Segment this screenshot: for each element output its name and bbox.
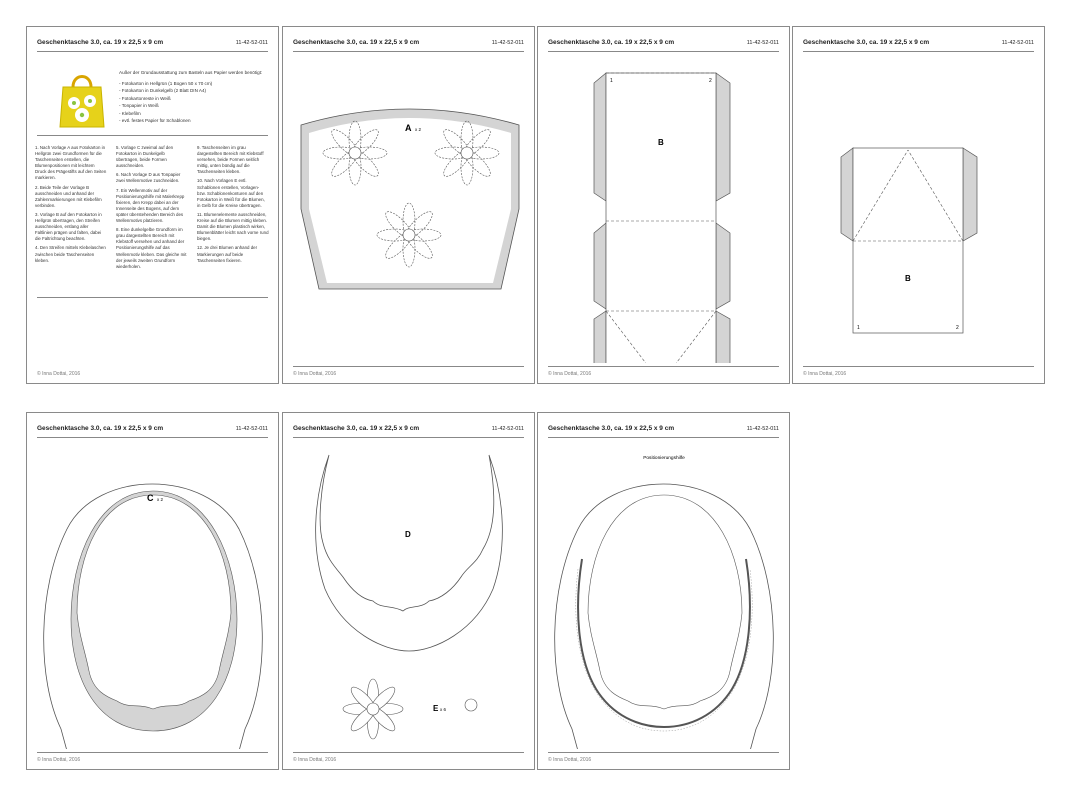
step-text: 3. Vorlage B auf den Fotokarton in Hellgrün übertragen, den Streifen ausschneiden, entlang aller Faltlinien prägen und falten, dabei die Faltrichtung beachten. (35, 211, 102, 242)
footer-rule (293, 366, 524, 367)
template-a-drawing (283, 53, 536, 363)
material-item: - Fotokartonreste in Weiß (119, 95, 171, 101)
page-title: Geschenktasche 3.0, ca. 19 x 22,5 x 9 cm (548, 39, 675, 46)
article-code: 11-42-52-011 (491, 426, 524, 432)
label-a: A (405, 123, 412, 133)
material-item: - Fotokarton in Hellgrün (1 Bogen 50 x 70 cm) (119, 80, 213, 86)
steps-column-2 (116, 145, 188, 273)
article-code: 11-42-52-011 (746, 40, 779, 46)
article-code: 11-42-52-011 (235, 40, 268, 46)
mark-1: 1 (857, 325, 860, 331)
label-b: B (658, 138, 664, 147)
template-c-drawing (27, 439, 280, 749)
materials-intro (119, 69, 269, 125)
label-c-mult: x 2 (157, 497, 164, 502)
page-template-d-e (282, 412, 535, 770)
page-template-b1 (537, 26, 790, 384)
label-b: B (905, 274, 911, 283)
footer-rule (548, 752, 779, 753)
copyright: © Inna Dottai, 2016 (293, 371, 337, 377)
section-rule (37, 135, 268, 136)
step-text: 4. Den Streifen mittels Klebelaschen zwischen beide Taschenseiten kleben. (35, 245, 106, 263)
mark-2: 2 (956, 325, 959, 331)
page-title: Geschenktasche 3.0, ca. 19 x 22,5 x 9 cm (37, 425, 164, 432)
step-text: 5. Vorlage C zweimal auf den Fotokarton in Dunkelgelb übertragen, beide Formen ausschneiden. (116, 145, 174, 169)
header-rule (548, 51, 779, 52)
article-code: 11-42-52-011 (746, 426, 779, 432)
header-rule (548, 437, 779, 438)
header-rule (293, 51, 524, 52)
step-text: 7. Ein Wellenmotiv auf der Positionierungshilfe mit Malerkrepp fixieren, den Krepp dabei an der Innenseite des Bogens, auf dem später überstehenden Bereich des Wellenmotivs platzieren. (116, 187, 185, 224)
steps-column-1 (35, 145, 107, 267)
page-template-b2 (792, 26, 1045, 384)
step-text: 8. Eine dunkelgelbe Grundform im grau dargestellten Bereich mit Klebstoff versehen und anhand der Positionierungshilfe auf das Wellenmotiv kleben. Das gleiche mit der jeweils zweiten Grundform wiederholen. (116, 227, 187, 269)
material-item: - Tonpapier in Weiß (119, 103, 159, 108)
page-instructions (26, 26, 279, 384)
material-item: - evtl. festes Papier für Schablonen (119, 118, 191, 123)
template-b2-drawing (793, 53, 1046, 363)
page-title: Geschenktasche 3.0, ca. 19 x 22,5 x 9 cm (293, 425, 420, 432)
label-c: C (147, 493, 154, 503)
page-title: Geschenktasche 3.0, ca. 19 x 22,5 x 9 cm (548, 425, 675, 432)
mark-1: 1 (610, 78, 613, 84)
label-d: D (405, 530, 411, 539)
template-b1-drawing (538, 53, 791, 363)
step-text: 1. Nach Vorlage A aus Fotokarton in Hellgrün zwei Grundformen für die Taschenseiten erstellen, die Blumenpositionen mit leichtem Druck des Prägestifts auf den Seiten markieren. (35, 145, 107, 181)
copyright: © Inna Dottai, 2016 (37, 757, 81, 763)
article-code: 11-42-52-011 (491, 40, 524, 46)
page-title: Geschenktasche 3.0, ca. 19 x 22,5 x 9 cm (803, 39, 930, 46)
label-a-mult: x 2 (415, 127, 422, 132)
mark-2: 2 (709, 78, 712, 84)
material-item: - Klebefilm (119, 110, 141, 116)
material-item: - Fotokarton in Dunkelgelb (2 Blatt DIN A4) (119, 88, 207, 93)
step-text: 11. Blumenelemente ausschneiden, Kreise auf die Blumen mittig kleben. Damit die Blumen plastisch wirken, Blumenblätter leicht nach vorne rund biegen. (197, 211, 269, 242)
page-template-a (282, 26, 535, 384)
page-title: Geschenktasche 3.0, ca. 19 x 22,5 x 9 cm (293, 39, 420, 46)
copyright: © Inna Dottai, 2016 (548, 757, 592, 763)
page-title: Geschenktasche 3.0, ca. 19 x 22,5 x 9 cm (37, 39, 164, 46)
step-text: 10. Nach Vorlagen E evtl. Schablonen erstellen, Vorlagen- bzw. Schablonenkonturen auf den Fotokarton in Weiß für die Blumen, in Gelb für die Kreise übertragen. (197, 178, 265, 208)
header-rule (37, 51, 268, 52)
footer-rule (293, 752, 524, 753)
footer-rule (548, 366, 779, 367)
copyright: © Inna Dottai, 2016 (293, 757, 337, 763)
footer-rule (37, 297, 268, 298)
footer-rule (803, 366, 1034, 367)
product-photo-bag-icon (57, 69, 107, 131)
label-e-mult: x 6 (440, 707, 447, 712)
page-positioning-aid (537, 412, 790, 770)
step-text: 9. Taschenseiten im grau dargestellten Bereich mit Klebstoff versehen, beide Formen seitlich mittig, unten bündig auf die Taschenseiten kleben. (197, 145, 264, 175)
header-rule (37, 437, 268, 438)
positioning-label: Positionierungshilfe (643, 456, 685, 461)
materials-lead: Außer der Grundausstattung zum Basteln aus Papier werden benötigt: (119, 70, 263, 75)
copyright: © Inna Dottai, 2016 (37, 371, 81, 377)
step-text: 6. Nach Vorlage D aus Tonpapier zwei Wellenmotive zuschneiden. (116, 172, 181, 184)
copyright: © Inna Dottai, 2016 (803, 371, 847, 377)
template-d-e-drawing (283, 439, 536, 749)
article-code: 11-42-52-011 (1001, 40, 1034, 46)
header-rule (803, 51, 1034, 52)
footer-rule (37, 752, 268, 753)
steps-column-3 (197, 145, 269, 267)
step-text: 12. Je drei Blumen anhand der Markierungen auf beide Taschenseiten fixieren. (197, 245, 258, 263)
step-text: 2. Beide Teile der Vorlage B ausschneiden und anhand der Zahlenmarkierungen mit Klebefilm verbinden. (35, 184, 102, 208)
header-rule (293, 437, 524, 438)
label-e: E (433, 704, 439, 713)
positioning-aid-drawing (538, 439, 791, 749)
copyright: © Inna Dottai, 2016 (548, 371, 592, 377)
page-template-c (26, 412, 279, 770)
article-code: 11-42-52-011 (235, 426, 268, 432)
